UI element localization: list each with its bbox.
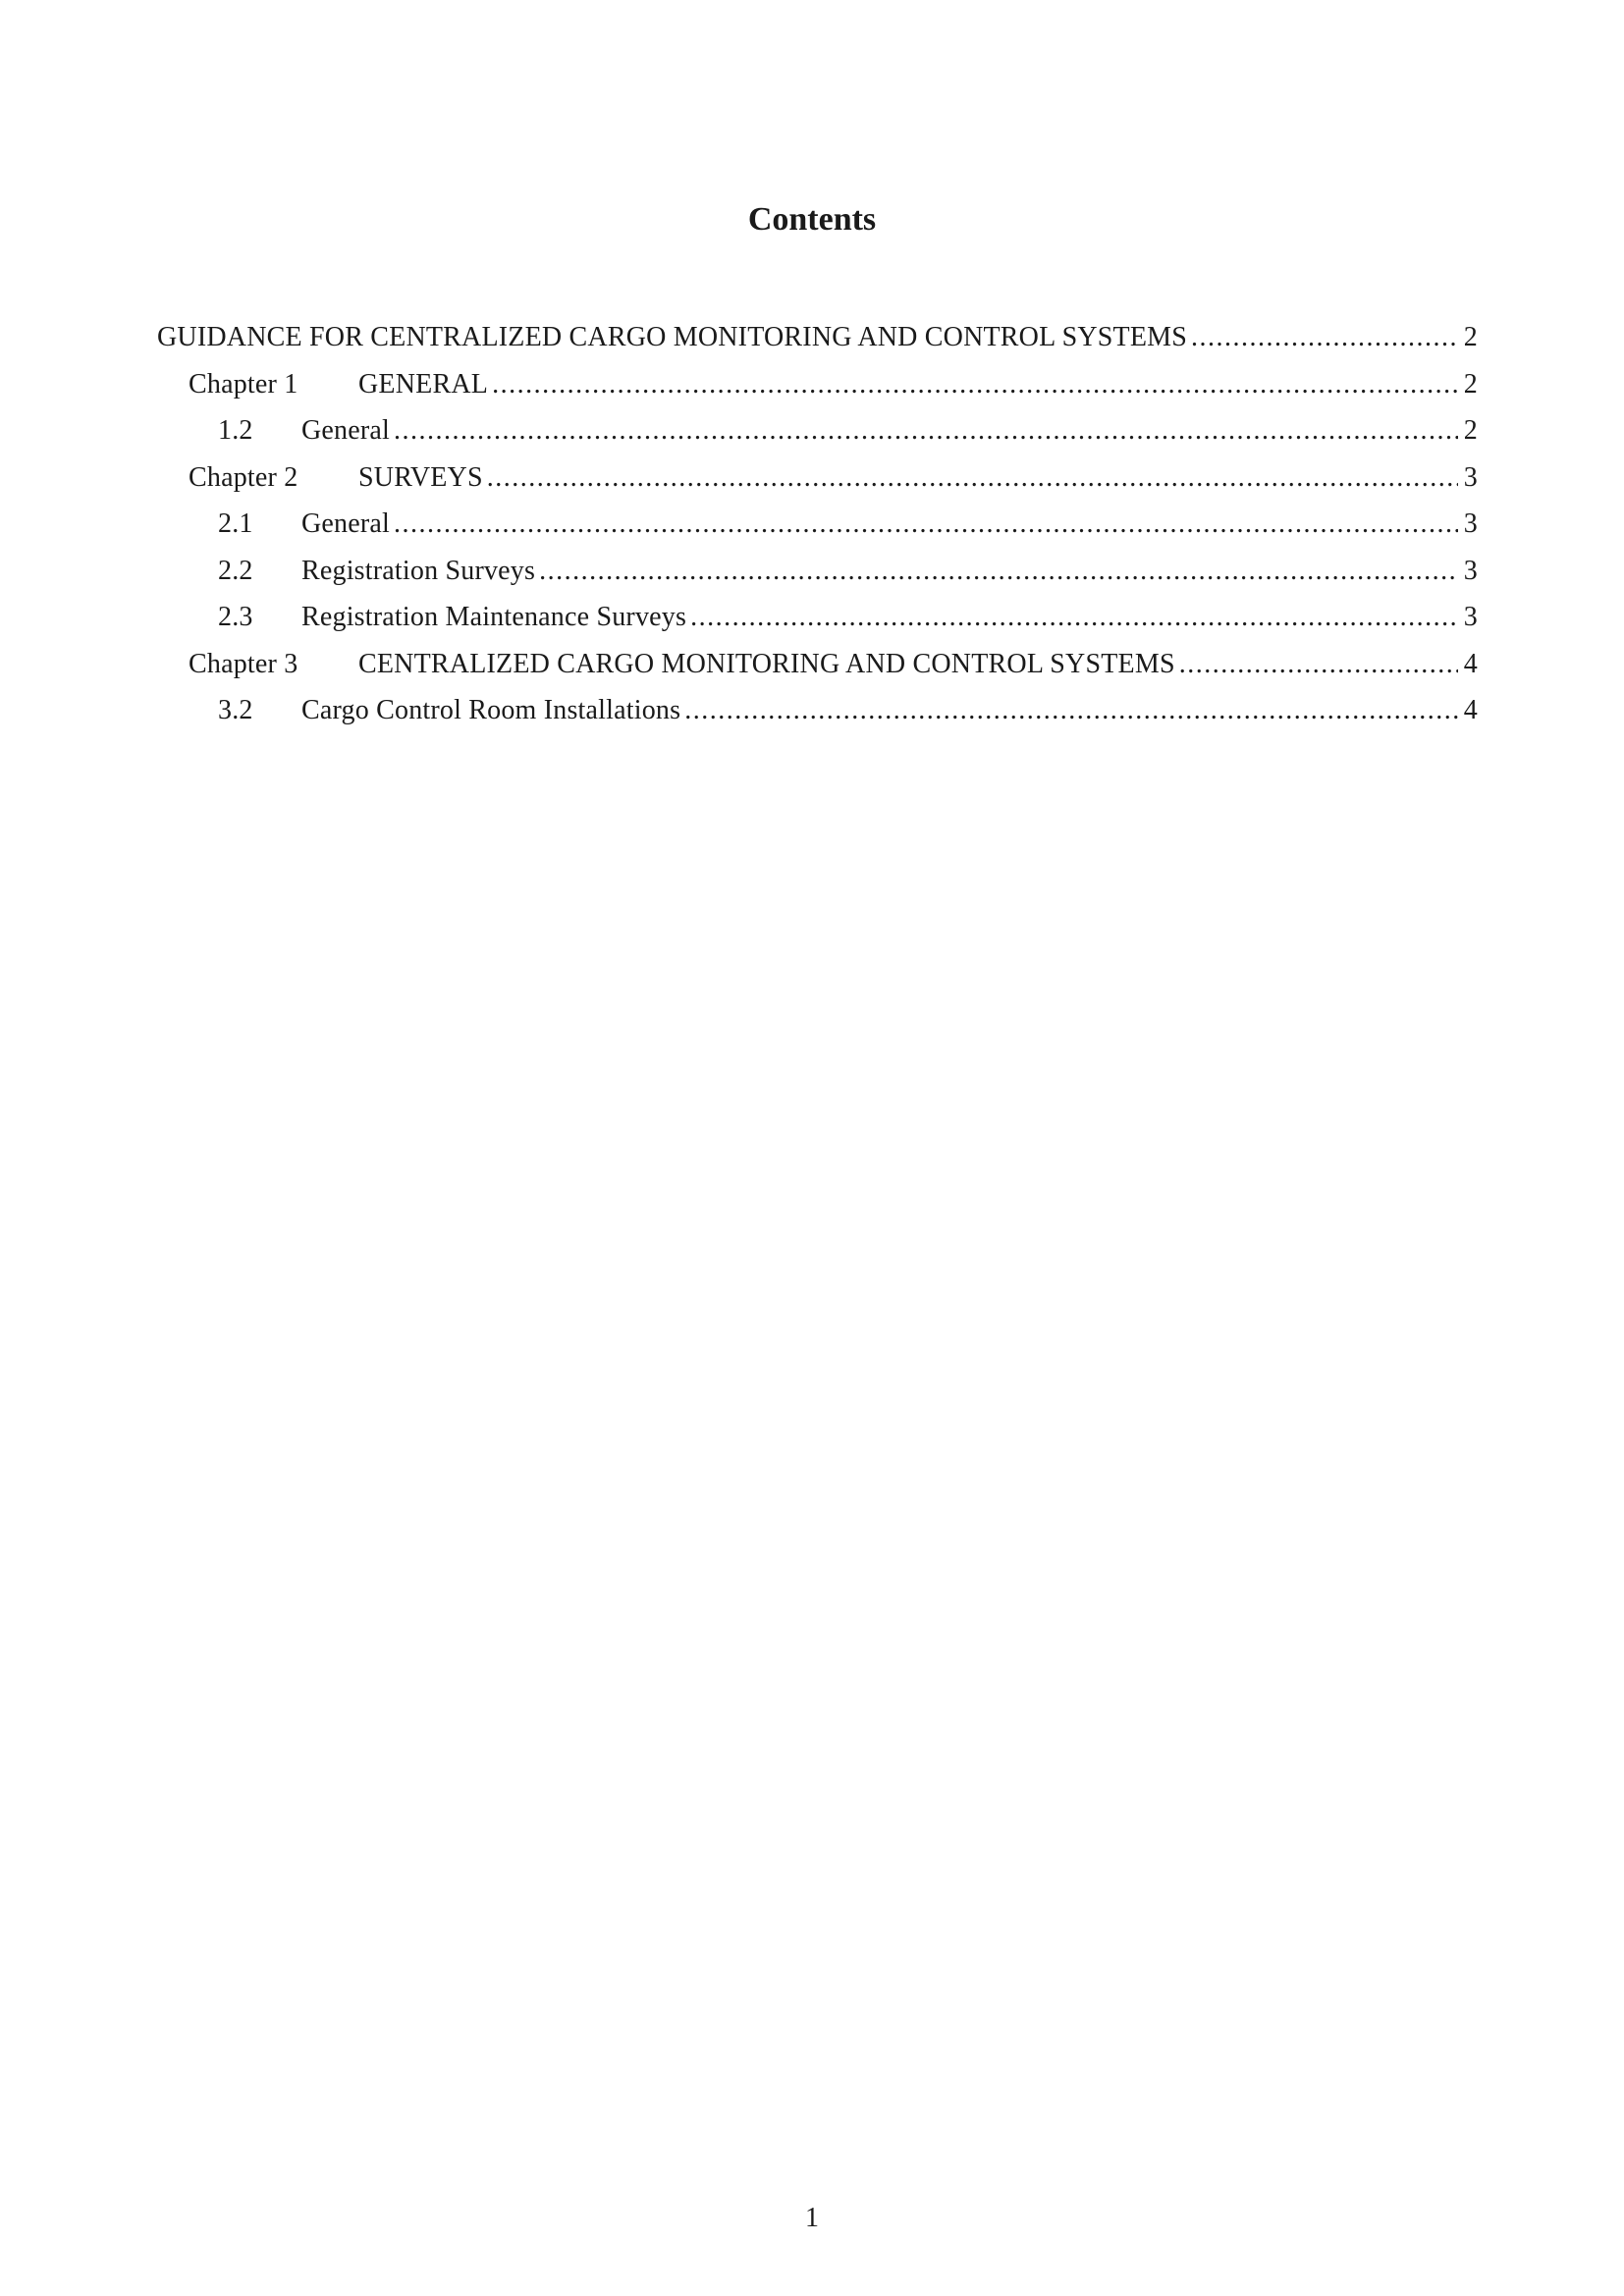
toc-entry-chapter-1[interactable]: [157, 365, 1478, 412]
toc-entry-title: General: [301, 508, 391, 539]
toc-entry-page: 2: [1463, 415, 1478, 446]
table-of-contents: [157, 318, 1478, 738]
toc-entry-title: SURVEYS: [358, 461, 483, 493]
toc-entry-page: 3: [1463, 602, 1478, 632]
toc-entry-number: 2.2: [218, 555, 253, 586]
toc-entry-page: 2: [1463, 368, 1478, 400]
toc-entry-chapter-2[interactable]: [157, 458, 1478, 506]
toc-leader-dots: [1191, 318, 1458, 357]
toc-entry-number: 3.2: [218, 695, 253, 725]
toc-leader-dots: [492, 365, 1458, 404]
toc-leader-dots: [394, 411, 1458, 451]
toc-entry-1-2[interactable]: [157, 411, 1478, 458]
toc-leader-dots: [394, 505, 1458, 544]
toc-leader-dots: [1179, 645, 1458, 684]
toc-entry-page: 4: [1463, 695, 1478, 725]
toc-entry-number: 1.2: [218, 415, 253, 446]
toc-leader-dots: [539, 552, 1458, 591]
toc-entry-chapter-3[interactable]: [157, 645, 1478, 692]
toc-entry-number: 2.3: [218, 602, 253, 632]
toc-entry-page: 3: [1463, 508, 1478, 539]
toc-entry-title: GUIDANCE FOR CENTRALIZED CARGO MONITORING AND CONTROL SYSTEMS: [157, 322, 1188, 352]
toc-leader-dots: [684, 691, 1458, 730]
toc-entry-guidance[interactable]: [157, 318, 1478, 365]
toc-entry-page: 4: [1463, 648, 1478, 679]
toc-entry-number: Chapter 1: [189, 368, 298, 400]
toc-entry-2-3[interactable]: [157, 598, 1478, 645]
toc-entry-page: 2: [1463, 322, 1478, 352]
toc-entry-page: 3: [1463, 555, 1478, 586]
toc-entry-title: Cargo Control Room Installations: [301, 695, 681, 725]
toc-entry-number: 2.1: [218, 508, 253, 539]
toc-entry-title: GENERAL: [358, 368, 489, 400]
toc-entry-number: Chapter 2: [189, 461, 298, 493]
toc-entry-number: Chapter 3: [189, 648, 298, 679]
toc-leader-dots: [690, 598, 1458, 637]
toc-entry-page: 3: [1463, 461, 1478, 493]
toc-entry-2-1[interactable]: [157, 505, 1478, 552]
toc-leader-dots: [487, 458, 1458, 498]
page-title: Contents: [747, 201, 877, 238]
page-number: 1: [805, 2203, 819, 2233]
toc-entry-title: CENTRALIZED CARGO MONITORING AND CONTROL SYSTEMS: [358, 648, 1175, 679]
toc-entry-title: Registration Surveys: [301, 555, 536, 586]
toc-entry-3-2[interactable]: [157, 691, 1478, 738]
toc-entry-2-2[interactable]: [157, 552, 1478, 599]
toc-entry-title: General: [301, 415, 391, 446]
toc-entry-title: Registration Maintenance Surveys: [301, 602, 687, 632]
